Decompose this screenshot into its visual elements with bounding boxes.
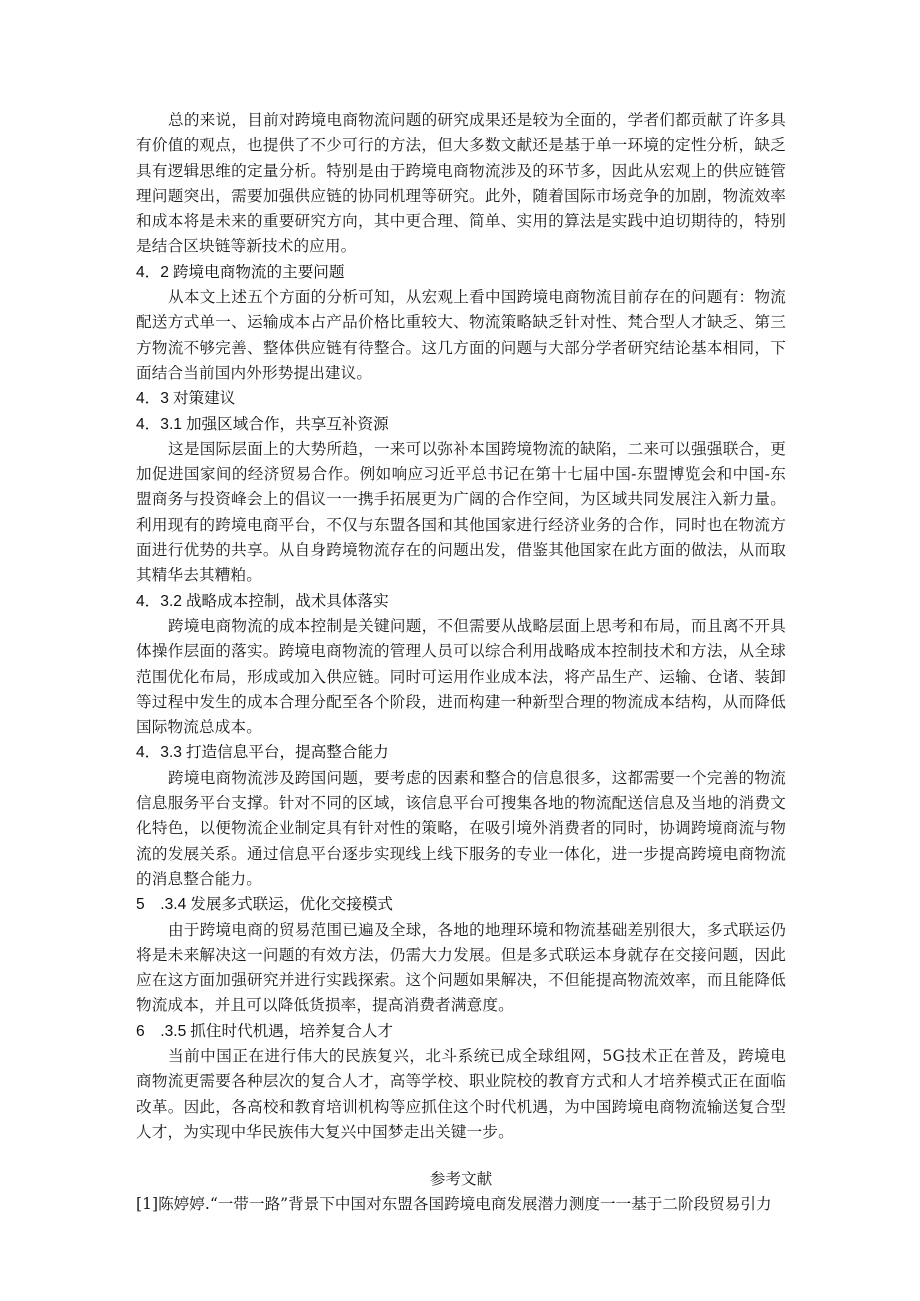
section-title: 战略成本控制，战术具体落实	[185, 591, 389, 610]
section-number: 4．3.3	[136, 744, 182, 762]
body-paragraph-talent-cultivation: 当前中国正在进行伟大的民族复兴，北斗系统已成全球组网，5G技术正在普及，跨境电商物流更需要各种层次的复合人才，高等学校、职业院校的教育方式和人才培养模式正在面临改革。因此，各高校和教育培训机构等应抓住这个时代机遇，为中国跨境电商物流输送复合型人才，为实现中华民族伟大复兴中国梦走出关键一步。	[136, 1046, 786, 1141]
subsection-heading-4-3-5	[136, 1019, 786, 1044]
body-paragraph-main-problems: 从本文上述五个方面的分析可知，从宏观上看中国跨境电商物流目前存在的问题有：物流配送方式单一、运输成本占产品价格比重较大、物流策略缺乏针对性、梵合型人才缺乏、第三方物流不够完善、整体供应链有待整合。这几方面的问题与大部分学者研究结论基本相同，下面结合当前国内外形势提出建议。	[136, 288, 786, 382]
section-number: 4．3.1	[136, 415, 182, 433]
body-paragraph-multimodal-transport: 由于跨境电商的贸易范围已遍及全球，各地的地理环境和物流基础差别很大，多式联运仍将是未来解决这一问题的有效方法，仍需大力发展。但是多式联运本身就存在交接问题，因此应在这方面加强研究并进行实践探索。这个问题如果解决，不但能提高物流效率，而且能降低物流成本，并且可以降低货损率，提高消费者满意度。	[136, 920, 786, 1015]
body-paragraph-information-platform: 跨境电商物流涉及跨国问题，要考虑的因素和整合的信息很多，这都需要一个完善的物流信息服务平台支撑。针对不同的区域，该信息平台可搜集各地的物流配送信息及当地的消费文化特色，以便物流企业制定具有针对性的策略，在吸引境外消费者的同时，协调跨境商流与物流的发展关系。通过信息平台逐步实现线上线下服务的专业一体化，进一步提高跨境电商物流的消息整合能力。	[136, 768, 786, 888]
section-number: 4．3.2	[136, 592, 182, 610]
references-title: 参考文献	[429, 1170, 493, 1189]
section-title: 加强区域合作，共享互补资源	[185, 414, 389, 433]
subsection-heading-4-3-1	[136, 412, 786, 437]
section-heading-4-2	[136, 260, 786, 285]
section-number: 4．2	[136, 263, 169, 281]
section-title: 打造信息平台，提高整合能力	[185, 743, 389, 762]
body-paragraph-summary: 总的来说，目前对跨境电商物流问题的研究成果还是较为全面的，学者们都贡献了许多具有价值的观点，也提供了不少可行的方法，但大多数文献还是基于单一环境的定性分析，缺乏具有逻辑思维的定量分析。特别是由于跨境电商物流涉及的环节多，因此从宏观上的供应链管理问题突出，需要加强供应链的协同机理等研究。此外，随着国际市场竞争的加剧，物流效率和成本将是未来的重要研究方向，其中更合理、简单、实用的算法是实践中迫切期待的，特别是结合区块链等新技术的应用。	[136, 111, 786, 256]
section-title: 对策建议	[172, 389, 236, 408]
page-content	[136, 108, 786, 1218]
section-title: 发展多式联运，优化交接模式	[190, 895, 394, 914]
section-title: 跨境电商物流的主要问题	[172, 262, 345, 281]
subsection-heading-4-3-4	[136, 892, 786, 917]
section-title: 抓住时代机遇，培养复合人才	[190, 1021, 394, 1040]
reference-item: [1]陈婷婷.“一带一路”背景下中国对东盟各国跨境电商发展潜力测度一一基于二阶段贸易引力	[136, 1195, 772, 1214]
section-number: 4．3	[136, 390, 169, 408]
body-paragraph-regional-cooperation: 这是国际层面上的大势所趋，一来可以弥补本国跨境物流的缺陷，二来可以强强联合，更加促进国家间的经济贸易合作。例如响应习近平总书记在第十七届中国-东盟博览会和中国-东盟商务与投资峰会上的倡议一一携手拓展更为广阔的合作空间，为区域共同发展注入新力量。利用现有的跨境电商平台，不仅与东盟各国和其他国家进行经济业务的合作，同时也在物流方面进行优势的共享。从自身跨境物流存在的问题出发，借鉴其他国家在此方面的做法，从而取其精华去其糟粕。	[136, 439, 786, 585]
section-number: 5 .3.4	[136, 896, 187, 914]
section-number: 6 .3.5	[136, 1022, 187, 1040]
body-paragraph-cost-control: 跨境电商物流的成本控制是关键问题，不但需要从战略层面上思考和布局，而且离不开具体操作层面的落实。跨境电商物流的管理人员可以综合利用战略成本控制技术和方法，从全球范围优化布局，形成或加入供应链。同时可运用作业成本法，将产品生产、运输、仓诸、装卸等过程中发生的成本合理分配至各个阶段，进而构建一种新型合理的物流成本结构，从而降低国际物流总成本。	[136, 616, 786, 737]
subsection-heading-4-3-3	[136, 740, 786, 765]
subsection-heading-4-3-2	[136, 589, 786, 614]
section-heading-4-3	[136, 386, 786, 411]
